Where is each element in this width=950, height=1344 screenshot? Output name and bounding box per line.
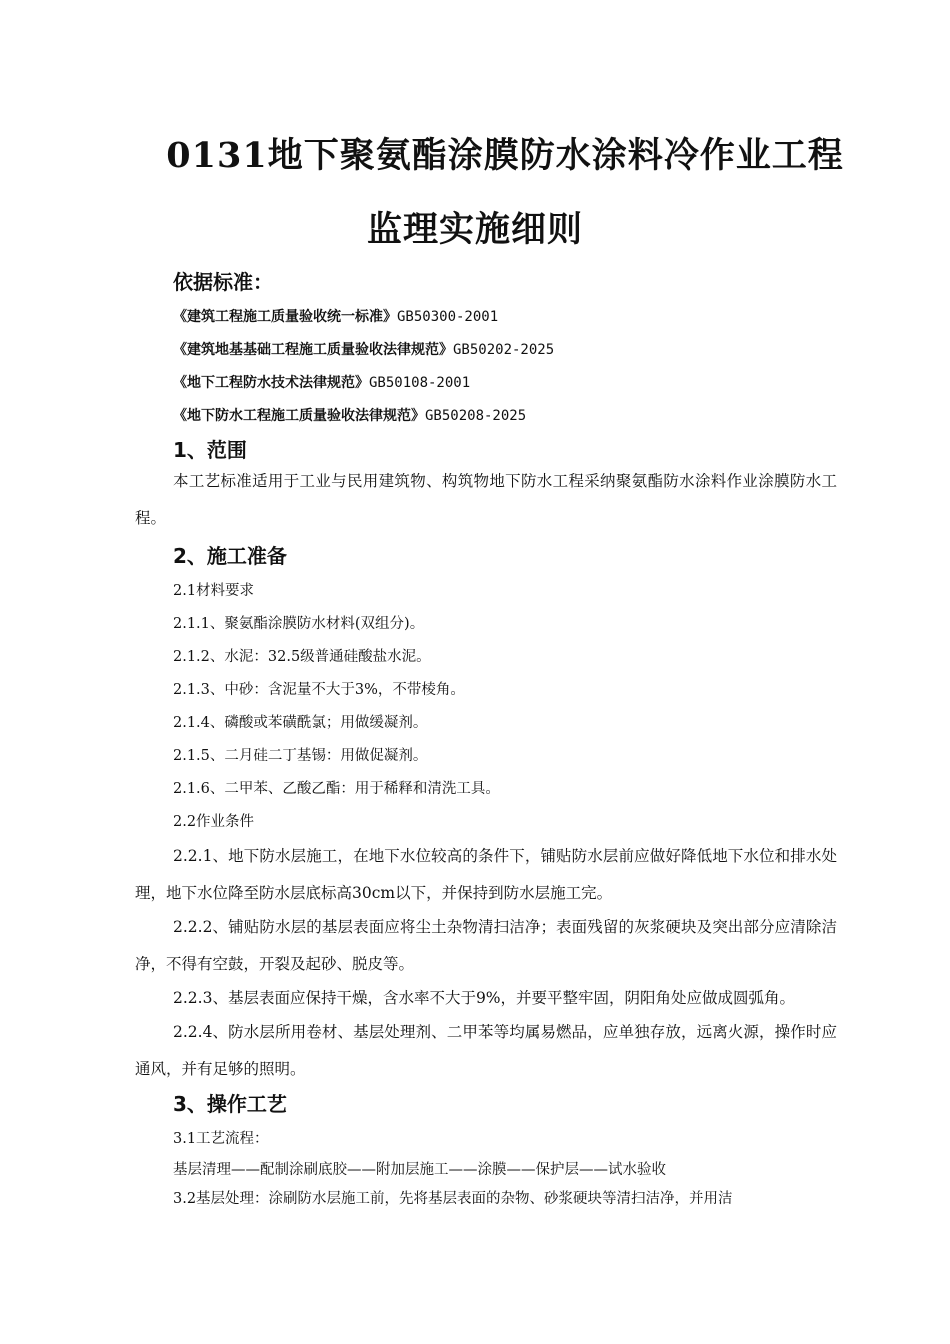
standard-name: 《地下防水工程施工质量验收法律规范》 — [173, 408, 425, 424]
standard-item — [173, 405, 526, 425]
subsection-text: 3.2基层处理：涂刷防水层施工前，先将基层表面的杂物、砂浆硬块等清扫洁净，并用洁 — [173, 1191, 733, 1207]
standard-item — [173, 372, 470, 392]
list-item: 2.1.1、聚氨酯涂膜防水材料(双组分)。 — [173, 616, 425, 632]
subsection-heading: 2.2作业条件 — [173, 814, 255, 830]
subsection-heading: 2.1材料要求 — [173, 583, 255, 599]
standard-code: GB50300-2001 — [397, 309, 499, 325]
page-title-line2: 监理实施细则 — [366, 209, 583, 250]
standard-name: 《建筑地基基础工程施工质量验收法律规范》 — [173, 342, 453, 358]
standard-code: GB50208-2025 — [425, 408, 527, 424]
condition-paragraph: 2.2.3、基层表面应保持干燥，含水率不大于9%，并要平整牢固，阴阳角处应做成圆弧角。 — [173, 989, 796, 1007]
standard-item — [173, 306, 498, 326]
condition-paragraph: 2.2.4、防水层所用卷材、基层处理剂、二甲苯等均属易燃品，应单独存放，远离火源，操作时应通风，并有足够的照明。 — [135, 1023, 837, 1078]
section2-heading: 2、施工准备 — [173, 544, 287, 568]
basis-heading: 依据标准： — [173, 270, 273, 294]
standard-code: GB50202-2025 — [453, 342, 555, 358]
section1-heading: 1、范围 — [173, 438, 247, 462]
condition-paragraph: 2.2.2、铺贴防水层的基层表面应将尘土杂物清扫洁净；表面残留的灰浆硬块及突出部分应清除洁净，不得有空鼓，开裂及起砂、脱皮等。 — [135, 918, 837, 973]
condition-paragraph: 2.2.1、地下防水层施工，在地下水位较高的条件下，铺贴防水层前应做好降低地下水位和排水处理，地下水位降至防水层底标高30cm以下，并保持到防水层施工完。 — [135, 847, 837, 902]
list-item: 2.1.6、二甲苯、乙酸乙酯：用于稀释和清洗工具。 — [173, 781, 500, 797]
list-item: 2.1.5、二月硅二丁基锡：用做促凝剂。 — [173, 748, 428, 764]
standard-name: 《建筑工程施工质量验收统一标准》 — [173, 309, 397, 325]
section3-heading: 3、操作工艺 — [173, 1092, 287, 1116]
list-item: 2.1.2、水泥：32.5级普通硅酸盐水泥。 — [173, 649, 431, 665]
standard-code: GB50108-2001 — [369, 375, 471, 391]
page-title-line1: 0131地下聚氨酯涂膜防水涂料冷作业工程 — [166, 135, 844, 176]
list-item: 2.1.3、中砂：含泥量不大于3%，不带棱角。 — [173, 682, 465, 698]
standard-item — [173, 339, 554, 359]
standard-name: 《地下工程防水技术法律规范》 — [173, 375, 369, 391]
subsection-heading: 3.1工艺流程： — [173, 1131, 269, 1147]
section1-text: 本工艺标准适用于工业与民用建筑物、构筑物地下防水工程采纳聚氨酯防水涂料作业涂膜防水工程。 — [135, 472, 837, 527]
list-item: 2.1.4、磷酸或苯磺酰氯；用做缓凝剂。 — [173, 715, 428, 731]
process-flow: 基层清理——配制涂刷底胶——附加层施工——涂膜——保护层——试水验收 — [173, 1162, 666, 1178]
